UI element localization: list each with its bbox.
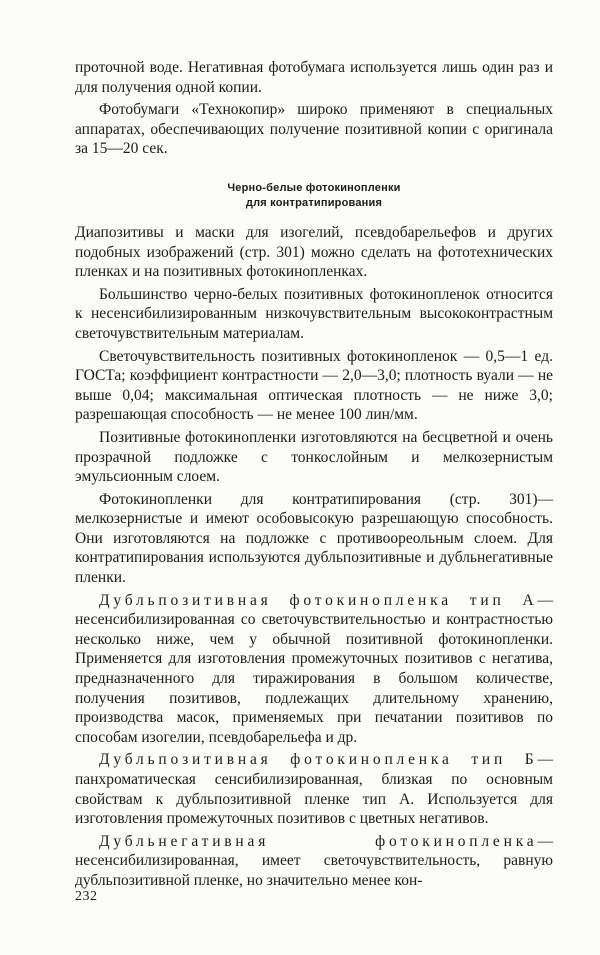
page-number: 232 [75, 889, 98, 904]
paragraph-substrate: Позитивные фотокинопленки изготовляются на бесцветной и очень прозрачной подложке с тонкослойным и мелкозернистым эмульсионным слоем. [75, 428, 553, 486]
paragraph-continued: проточной воде. Негативная фотобумага используется лишь один раз и для получения одной копии. [75, 59, 553, 96]
term-dup-negative: Дубльнегативная фотокинопленка [99, 832, 538, 850]
paragraph-duplication-films: Фотокинопленки для контратипирования (стр. 301)— мелкозернистые и имеют особовысокую разрешающую способность. Они изготовляются на подложке с противоореольным слоем. Для контратипирования используются дубльпозитивные и дубльнегативные пленки. [75, 490, 553, 587]
text-film-type-a: — несенсибилизированная со светочувствительностью и контрастностью несколько ниже, чем у обычной позитивной фотокинопленки. Применяется для изготовления промежуточных позитивов с негатива, предназначенного для тиражирования в большом количестве, получения позитивов, подлежащих длительному хранению, производства масок, применяемых при печатании позитивов по способам изогелии, псевдобарельефа и др. [75, 591, 553, 746]
page-body [75, 58, 553, 894]
paragraph-diapositives: Диапозитивы и маски для изогелий, псевдобарельефов и других подобных изображений (стр. 301) можно сделать на фототехнических пленках и на позитивных фотокинопленках. [75, 223, 553, 281]
text-dup-negative: — несенсибилизированная, имеет светочувствительность, равную дубльпозитивной пленке, но значительно менее кон- [75, 832, 553, 889]
paragraph-majority: Большинство черно-белых позитивных фотокинопленок относится к несенсибилизированным низкочувствительным высококонтрастным светочувствительным материалам. [75, 285, 553, 342]
term-film-type-a: Дубльпозитивная фотокинопленка тип А [99, 591, 538, 609]
paragraph-sensitivity: Светочувствительность позитивных фотокинопленок — 0,5—1 ед. ГОСТа; коэффициент контрастности — 2,0—3,0; плотность вуали — не выше 0,04; максимальная оптическая плотность — не ниже 3,0; разрешающая способность — не менее 100 лин/мм. [75, 347, 553, 424]
term-film-type-b: Дубльпозитивная фотокинопленка тип Б [99, 751, 538, 769]
paragraph-film-type-b [75, 750, 553, 828]
paragraph-dup-negative [75, 832, 553, 891]
paragraph-technokopir: Фотобумаги «Технокопир» широко применяют в специальных аппаратах, обеспечивающих получение позитивной копии с оригинала за 15—20 сек. [75, 101, 553, 158]
section-heading [75, 181, 553, 211]
section-heading-line-1: Черно-белые фотокинопленки [227, 181, 401, 194]
text-film-type-b: — панхроматическая сенсибилизированная, близкая по основным свойствам к дубльпозитивной пленке тип А. Используется для изготовления промежуточных позитивов с цветных негативов. [75, 751, 553, 828]
section-heading-line-2: для контратипирования [245, 196, 383, 209]
paragraph-film-type-a [75, 591, 553, 748]
